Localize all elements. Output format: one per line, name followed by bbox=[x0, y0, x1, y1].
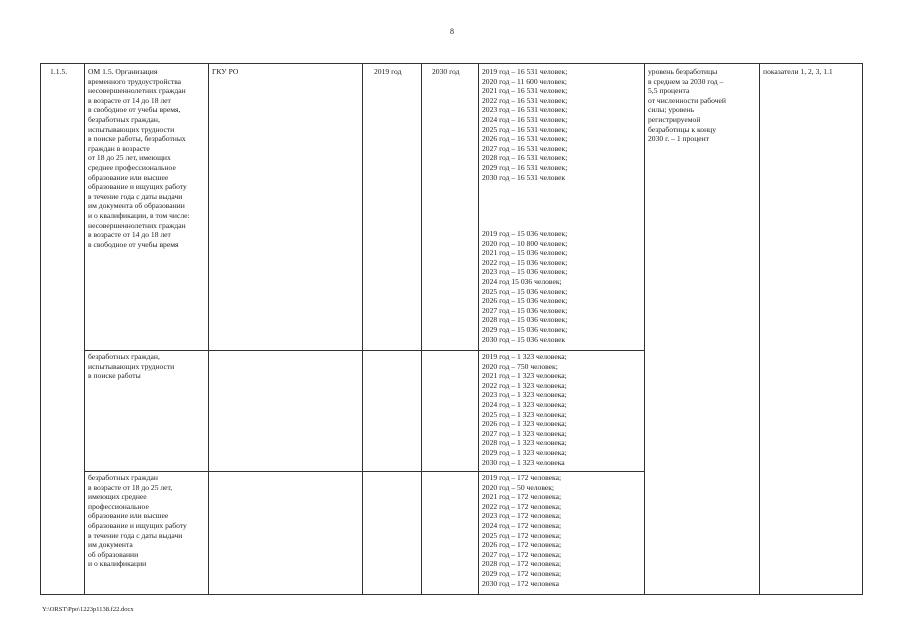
program-table bbox=[40, 63, 863, 594]
row-divider bbox=[84, 350, 644, 351]
plan-line: 2026 год – 15 036 человек; bbox=[482, 296, 568, 306]
plan-line: 2025 год – 16 531 человек; bbox=[482, 124, 568, 134]
column-divider bbox=[362, 63, 363, 594]
plan-line: 2022 год – 15 036 человек; bbox=[482, 257, 568, 267]
row-divider bbox=[84, 471, 644, 472]
measure-name: ОМ 1.5. Организация временного трудоустройства несовершеннолетних граждан в возрасте от 14 до 18 лет в свободное от учебы время, безработных граждан, испытывающих трудности в поиске работы, безработных граждан в возрасте от 18 до 25 лет, имеющих среднее профессиональное образование или высшее образование и ищущих работу в течение года с даты выдачи им документа об образовании и о квалификации, в том числе: несовершеннолетних граждан в возрасте от 14 до 18 лет в свободное от учебы время bbox=[88, 67, 190, 249]
column-divider bbox=[40, 63, 41, 594]
indicators: показатели 1, 2, 3, 1.1 bbox=[763, 67, 833, 76]
plan-line: 2022 год – 1 323 человека; bbox=[482, 380, 567, 390]
start-year: 2019 год bbox=[374, 67, 402, 76]
plan-line: 2025 год – 172 человека; bbox=[482, 530, 562, 540]
plan-line: 2019 год – 15 036 человек; bbox=[482, 229, 568, 238]
table-top-border bbox=[40, 63, 863, 64]
plan-line: 2023 год – 1 323 человека; bbox=[482, 390, 567, 400]
plan-line: 2023 год – 16 531 человек; bbox=[482, 105, 568, 115]
plan-line: 2020 год – 11 600 человек; bbox=[482, 76, 568, 86]
plan-line: 2025 год – 15 036 человек; bbox=[482, 286, 568, 296]
plan-line: 2028 год – 1 323 человека; bbox=[482, 438, 567, 448]
plan-line: 2020 год – 10 800 человек; bbox=[482, 238, 568, 248]
plan-line: 2029 год – 15 036 человек; bbox=[482, 324, 568, 334]
plan-line: 2020 год – 50 человек; bbox=[482, 482, 555, 492]
plan-line: 2029 год – 16 531 человек; bbox=[482, 162, 568, 172]
graduates-label: безработных граждан в возрасте от 18 до 25 лет, имеющих среднее профессиональное образование или высшее образование и ищущих работу в течение года с даты выдачи им документа об образовании и о квалификации bbox=[88, 473, 187, 569]
column-divider bbox=[478, 63, 479, 594]
plan-line: 2024 год – 16 531 человек; bbox=[482, 114, 568, 124]
plan-line: 2026 год – 172 человека; bbox=[482, 540, 562, 550]
plan-line: 2021 год – 1 323 человека; bbox=[482, 371, 567, 381]
plan-line: 2024 год 15 036 человек; bbox=[482, 276, 562, 286]
plan-line: 2030 год – 172 человека bbox=[482, 578, 559, 588]
column-divider bbox=[759, 63, 760, 594]
plan-line: 2030 год – 16 531 человек bbox=[482, 172, 566, 182]
plan-line: 2022 год – 16 531 человек; bbox=[482, 95, 568, 105]
plan-line: 2023 год – 15 036 человек; bbox=[482, 267, 568, 277]
plan-line: 2027 год – 172 человека; bbox=[482, 549, 562, 559]
plan-line: 2021 год – 16 531 человек; bbox=[482, 86, 568, 96]
plan-line: 2026 год – 1 323 человека; bbox=[482, 419, 567, 429]
plan-line: 2027 год – 16 531 человек; bbox=[482, 143, 568, 153]
plan-line: 2022 год – 172 человека; bbox=[482, 501, 562, 511]
column-divider bbox=[421, 63, 422, 594]
plan-line: 2029 год – 172 человека; bbox=[482, 568, 562, 578]
plan-line: 2027 год – 15 036 человек; bbox=[482, 305, 568, 315]
plan-line: 2019 год – 1 323 человека; bbox=[482, 352, 567, 361]
plan-line: 2030 год – 15 036 человек bbox=[482, 334, 566, 344]
plan-total-list bbox=[482, 67, 567, 182]
end-year: 2030 год bbox=[432, 67, 460, 76]
row-number: 1.1.5. bbox=[50, 67, 68, 76]
plan-line: 2029 год – 1 323 человека; bbox=[482, 447, 567, 457]
plan-line: 2028 год – 15 036 человек; bbox=[482, 315, 568, 325]
column-divider bbox=[208, 63, 209, 594]
plan-line: 2028 год – 16 531 человек; bbox=[482, 153, 568, 163]
executor: ГКУ РО bbox=[212, 67, 239, 76]
plan-line: 2019 год – 172 человека; bbox=[482, 473, 562, 482]
plan-unemployed-list bbox=[482, 352, 567, 467]
plan-line: 2024 год – 172 человека; bbox=[482, 520, 562, 530]
column-divider bbox=[862, 63, 863, 594]
plan-line: 2024 год – 1 323 человека; bbox=[482, 399, 567, 409]
unemployed-label: безработных граждан, испытывающих трудности в поиске работы bbox=[88, 352, 175, 381]
plan-line: 2020 год – 750 человек; bbox=[482, 361, 558, 371]
plan-line: 2023 год – 172 человека; bbox=[482, 511, 562, 521]
plan-line: 2025 год – 1 323 человека; bbox=[482, 409, 567, 419]
plan-line: 2027 год – 1 323 человека; bbox=[482, 428, 567, 438]
page-number: 8 bbox=[450, 27, 454, 36]
plan-line: 2028 год – 172 человека; bbox=[482, 559, 562, 569]
plan-graduates-list bbox=[482, 473, 561, 588]
plan-line: 2026 год – 16 531 человек; bbox=[482, 134, 568, 144]
column-divider bbox=[644, 63, 645, 594]
expected-result: уровень безработицы в среднем за 2030 год – 5,5 процента от численности рабочей силы; уровень регистрируемой безработицы к концу 2030 г. – 1 процент bbox=[648, 67, 726, 144]
plan-minors-list bbox=[482, 229, 567, 344]
file-path-footer: Y:\ORST\Ppo\1223p1138.f22.docx bbox=[42, 606, 134, 613]
plan-line: 2021 год – 15 036 человек; bbox=[482, 248, 568, 258]
plan-line: 2021 год – 172 человека; bbox=[482, 492, 562, 502]
plan-line: 2030 год – 1 323 человека bbox=[482, 457, 565, 467]
column-divider bbox=[84, 63, 85, 594]
table-bottom-border bbox=[40, 594, 863, 595]
plan-line: 2019 год – 16 531 человек; bbox=[482, 67, 568, 76]
